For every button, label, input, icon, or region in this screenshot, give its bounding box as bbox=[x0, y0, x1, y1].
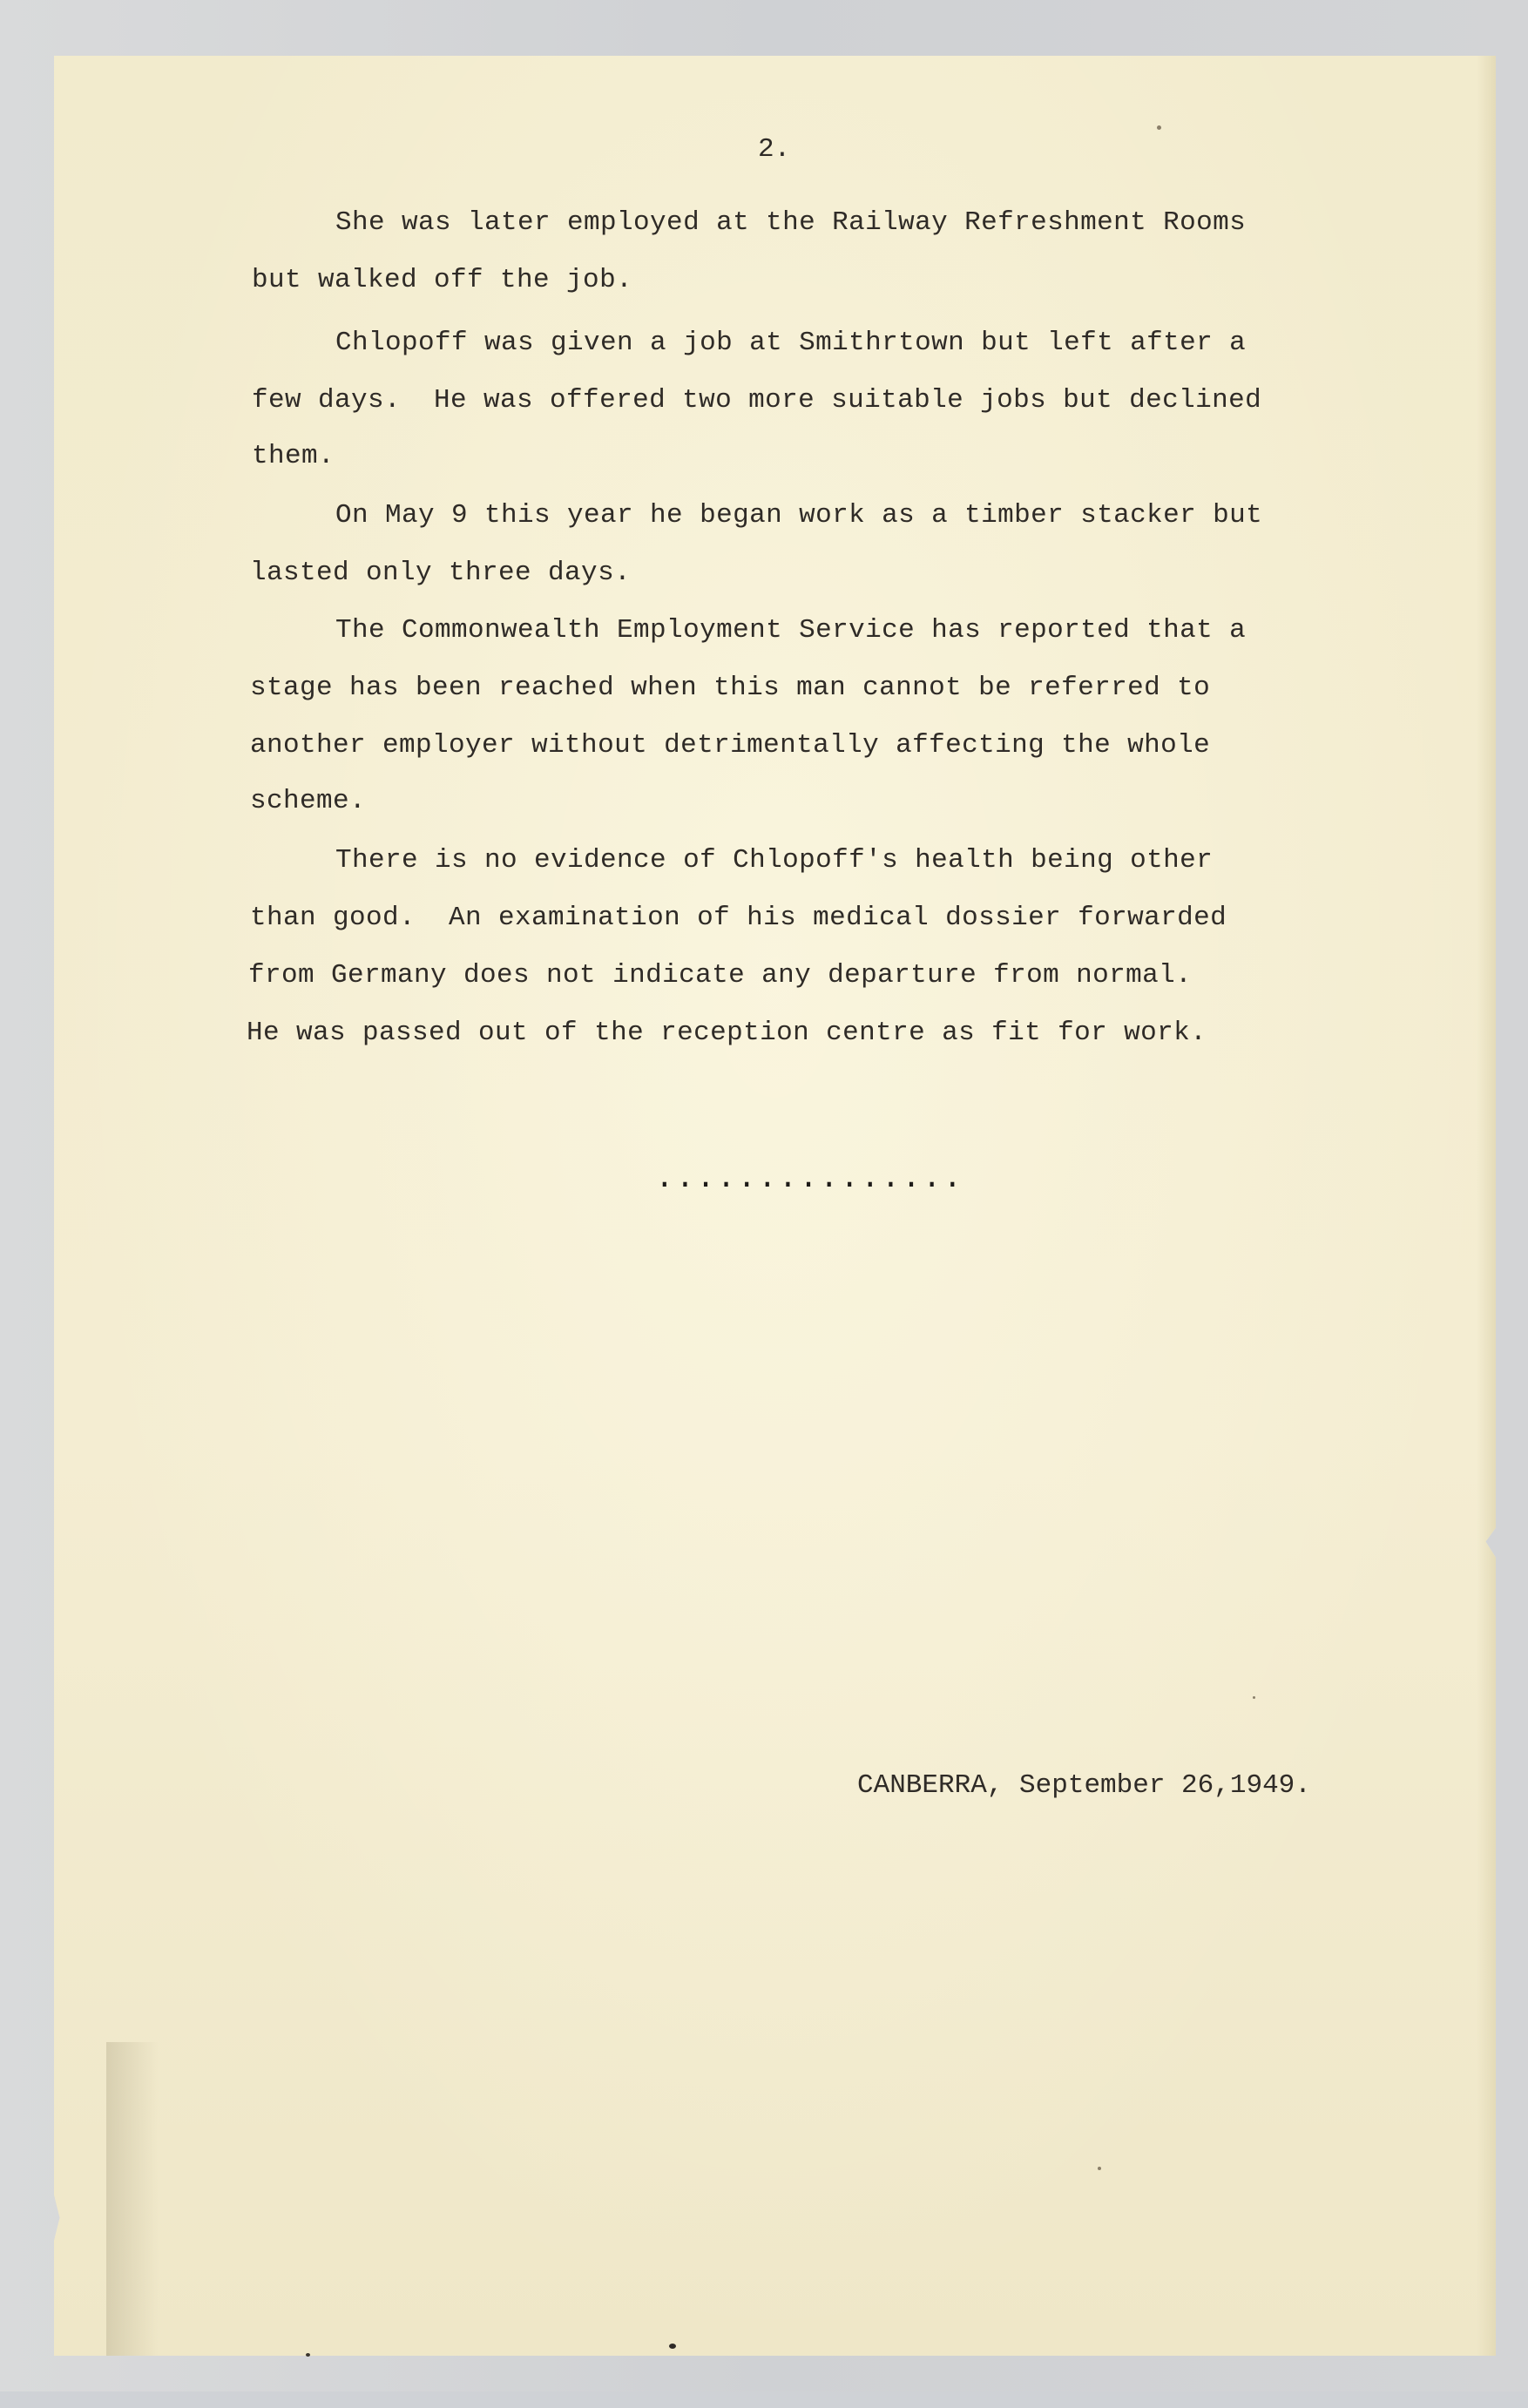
scan-speck bbox=[1253, 1696, 1255, 1699]
paragraph-1-line-2: but walked off the job. bbox=[252, 265, 633, 295]
scan-speck bbox=[1157, 125, 1161, 130]
page-tear-mark bbox=[106, 2042, 159, 2408]
paragraph-2-line-3: them. bbox=[252, 441, 335, 471]
paragraph-5-line-4: He was passed out of the reception centre as fit for work. bbox=[247, 1018, 1207, 1048]
paragraph-5-line-3: from Germany does not indicate any departure from normal. bbox=[248, 960, 1193, 991]
paragraph-5-line-2: than good. An examination of his medical dossier forwarded bbox=[250, 903, 1227, 933]
paragraph-4-line-4: scheme. bbox=[250, 786, 367, 816]
paragraph-3-line-2: lasted only three days. bbox=[250, 558, 632, 588]
scan-speck bbox=[669, 2344, 676, 2349]
paragraph-4-line-3: another employer without detrimentally affecting the whole bbox=[250, 730, 1211, 761]
paragraph-1-line-1: She was later employed at the Railway Refreshment Rooms bbox=[335, 207, 1247, 238]
page-number: 2. bbox=[758, 134, 791, 165]
scan-speck bbox=[306, 2353, 310, 2357]
paragraph-3-line-1: On May 9 this year he began work as a timber stacker but bbox=[335, 500, 1263, 531]
page-edge-shading bbox=[1477, 56, 1496, 2356]
paragraph-2-line-2: few days. He was offered two more suitable jobs but declined bbox=[252, 385, 1262, 416]
scan-speck bbox=[1098, 2167, 1101, 2170]
paragraph-4-line-2: stage has been reached when this man cannot be referred to bbox=[250, 673, 1211, 703]
place-and-date: CANBERRA, September 26,1949. bbox=[857, 1770, 1311, 1801]
paragraph-4-line-1: The Commonwealth Employment Service has reported that a bbox=[335, 615, 1247, 646]
paragraph-5-line-1: There is no evidence of Chlopoff's health being other bbox=[335, 845, 1214, 876]
separator-dots: ............... bbox=[655, 1160, 964, 1196]
paragraph-2-line-1: Chlopoff was given a job at Smithrtown but left after a bbox=[335, 328, 1247, 358]
